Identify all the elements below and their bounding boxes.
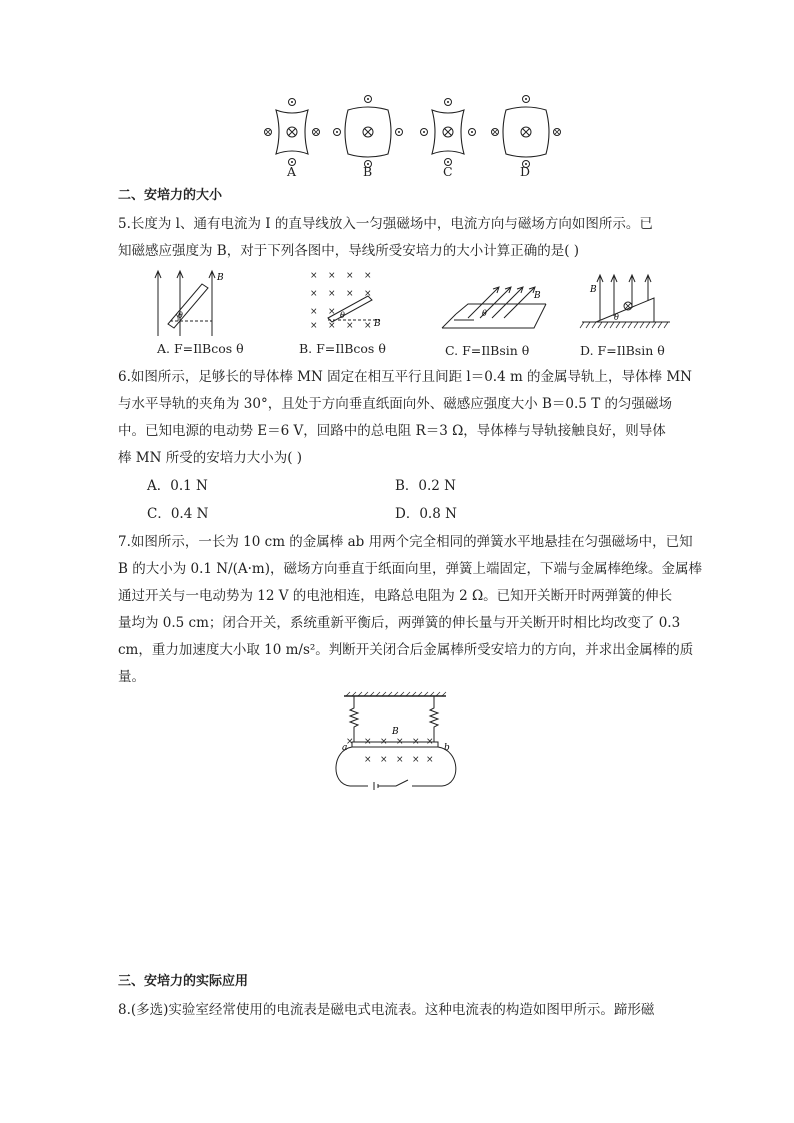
svg-text:×: ×: [396, 755, 404, 765]
q5-figure-c: [438, 276, 548, 336]
figure-label-b: B: [363, 164, 373, 179]
q5d-b-label: B: [590, 285, 597, 295]
q6-text-line-3: 中。已知电源的电动势 E＝6 V，回路中的总电阻 R＝3 Ω，导体棒与导轨接触良好，则导体: [118, 423, 666, 439]
svg-text:×: ×: [426, 737, 434, 747]
figure-label-a: A: [287, 164, 297, 179]
figure-label-d: D: [520, 164, 531, 179]
q6-text-line-1: 6.如图所示，足够长的导体棒 MN 固定在相互平行且间距 l＝0.4 m 的金属导轨上，导体棒 MN: [118, 369, 692, 385]
figure-c: [421, 99, 476, 166]
q5-figure-d: [578, 270, 678, 336]
svg-text:×: ×: [346, 271, 354, 281]
svg-text:×: ×: [310, 289, 318, 299]
q6-option-b[interactable]: B．0.2 N: [395, 478, 456, 494]
q5c-b-label: B: [534, 291, 541, 301]
q6-text-line-2: 与水平导轨的夹角为 30°，且处于方向垂直纸面向外、磁感应强度大小 B＝0.5 T 的匀强磁场: [118, 396, 672, 412]
svg-text:×: ×: [426, 755, 434, 765]
q7-text-line-6: 量。: [118, 669, 145, 685]
q5a-theta: θ: [178, 311, 183, 320]
svg-text:×: ×: [412, 737, 420, 747]
q7-label-b: b: [444, 743, 450, 753]
q6-option-a[interactable]: A．0.1 N: [147, 478, 208, 494]
figure-a: [265, 99, 320, 166]
q5-text-line-1: 5.长度为 l、通有电流为 I 的直导线放入一匀强磁场中，电流方向与磁场方向如图所示。已: [118, 216, 653, 232]
q7-circuit-figure: [330, 692, 462, 790]
q7-label-a: a: [342, 743, 348, 753]
svg-text:×: ×: [328, 321, 336, 331]
q6-option-d[interactable]: D．0.8 N: [395, 506, 457, 522]
q5-caption-c: C. F=IlBsin θ: [445, 343, 530, 358]
q7-text-line-5: cm，重力加速度大小取 10 m/s²。判断开关闭合后金属棒所受安培力的方向，并求出金属棒的质: [118, 642, 694, 658]
figure-b: [334, 96, 403, 168]
q5-text-line-2: 知磁感应强度为 B，对于下列各图中，导线所受安培力的大小计算正确的是( ): [118, 243, 580, 259]
q6-text-line-4: 棒 MN 所受的安培力大小为( ): [118, 450, 303, 466]
q5a-b-label: B: [217, 273, 224, 283]
svg-text:×: ×: [380, 737, 388, 747]
q5-caption-b: B. F=IlBcos θ: [299, 341, 386, 356]
svg-text:×: ×: [346, 321, 354, 331]
q5b-b-label: B: [374, 319, 381, 329]
q5b-theta: θ: [340, 311, 345, 320]
section-heading-3: 三、安培力的实际应用: [118, 974, 249, 989]
svg-text:×: ×: [328, 289, 336, 299]
svg-text:×: ×: [412, 755, 420, 765]
figure-label-c: C: [443, 164, 453, 179]
q5-figure-b: [306, 268, 386, 334]
svg-text:×: ×: [310, 271, 318, 281]
q7-text-line-3: 通过开关与一电动势为 12 V 的电池相连，电路总电阻为 2 Ω。已知开关断开时两弹簧的伸长: [118, 588, 673, 604]
svg-text:×: ×: [364, 289, 372, 299]
svg-text:×: ×: [310, 321, 318, 331]
q7-text-line-1: 7.如图所示，一长为 10 cm 的金属棒 ab 用两个完全相同的弹簧水平地悬挂在匀强磁场中，已知: [118, 534, 693, 550]
svg-text:×: ×: [364, 755, 372, 765]
q5c-theta: θ: [482, 309, 487, 318]
q5d-theta: θ: [614, 313, 619, 322]
figure-d: [492, 96, 561, 168]
svg-text:×: ×: [364, 737, 372, 747]
svg-text:×: ×: [346, 289, 354, 299]
svg-text:×: ×: [328, 307, 336, 317]
svg-text:×: ×: [364, 321, 372, 331]
svg-text:×: ×: [364, 271, 372, 281]
q6-option-c[interactable]: C．0.4 N: [147, 506, 209, 522]
q7-text-line-2: B 的大小为 0.1 N/(A·m)，磁场方向垂直于纸面向里，弹簧上端固定，下端与金属棒绝缘。金属棒: [118, 561, 702, 577]
q5-figure-a: [150, 268, 230, 338]
q5-caption-a: A. F=IlBcos θ: [157, 341, 244, 356]
q7-text-line-4: 量均为 0.5 cm；闭合开关，系统重新平衡后，两弹簧的伸长量与开关断开时相比均改变了 0.3: [118, 615, 681, 631]
svg-text:×: ×: [396, 737, 404, 747]
svg-text:×: ×: [310, 307, 318, 317]
svg-text:×: ×: [346, 737, 354, 747]
q8-text-line-1: 8.(多选)实验室经常使用的电流表是磁电式电流表。这种电流表的构造如图甲所示。蹄形磁: [118, 1002, 655, 1018]
svg-text:×: ×: [328, 271, 336, 281]
section-heading-2: 二、安培力的大小: [118, 188, 223, 203]
q5-caption-d: D. F=IlBsin θ: [580, 343, 665, 358]
q7-label-B: B: [392, 727, 399, 737]
svg-text:×: ×: [380, 755, 388, 765]
